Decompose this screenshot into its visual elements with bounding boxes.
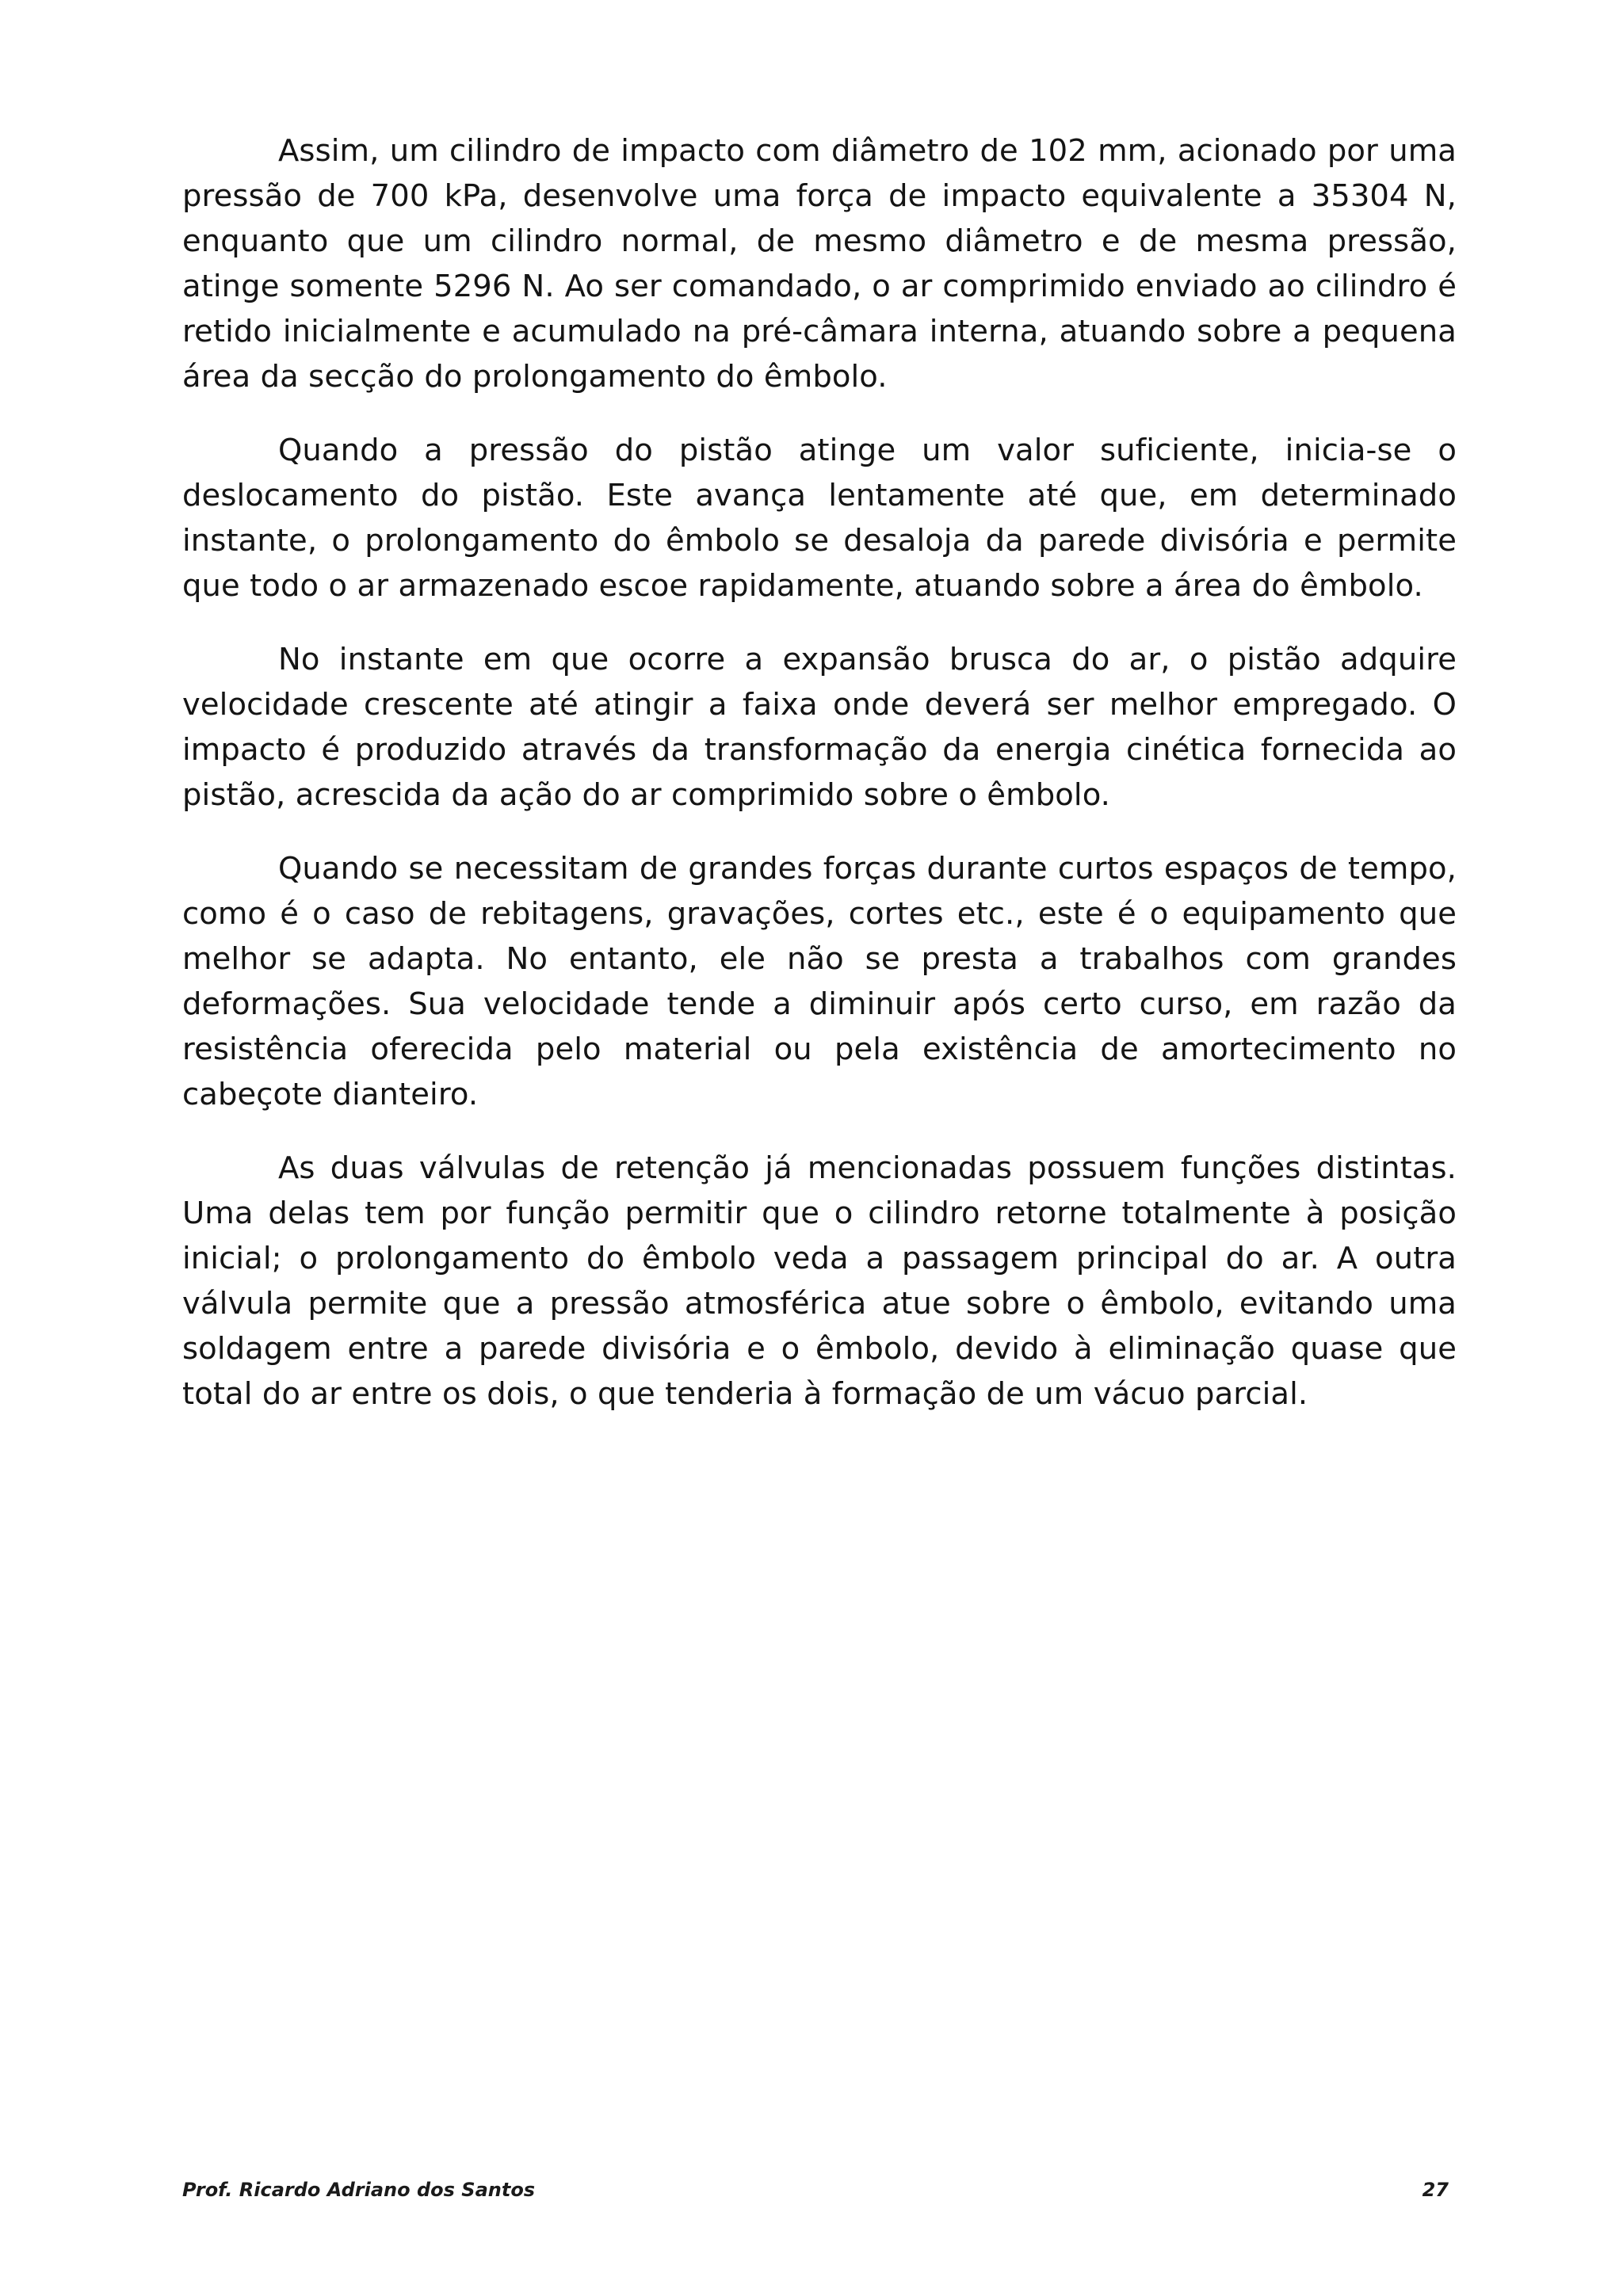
paragraph-4: Quando se necessitam de grandes forças durante curtos espaços de tempo, como é o caso de rebitagens, gravações, cortes etc., este é o equipamento que melhor se adapta. No entanto, ele não se presta a trabalhos com grandes deformações. Sua velocidade tende a diminuir após certo curso, em razão da resistência oferecida pelo material ou pela existência de amortecimento no cabeçote dianteiro.	[182, 851, 1457, 1112]
page-number: 27	[1422, 2179, 1449, 2201]
footer-author: Prof. Ricardo Adriano dos Santos	[182, 2179, 536, 2201]
paragraph-2: Quando a pressão do pistão atinge um valor suficiente, inicia-se o deslocamento do pistão. Este avança lentamente até que, em determinado instante, o prolongamento do êmbolo se desaloja da parede divisória e permite que todo o ar armazenado escoe rapidamente, atuando sobre a área do êmbolo.	[182, 433, 1457, 604]
paragraph-5: As duas válvulas de retenção já mencionadas possuem funções distintas. Uma delas tem por função permitir que o cilindro retorne totalmente à posição inicial; o prolongamento do êmbolo veda a passagem principal do ar. A outra válvula permite que a pressão atmosférica atue sobre o êmbolo, evitando uma soldagem entre a parede divisória e o êmbolo, devido à eliminação quase que total do ar entre os dois, o que tenderia à formação de um vácuo parcial.	[182, 1150, 1457, 1412]
body-text	[182, 128, 1457, 1445]
paragraph-3: No instante em que ocorre a expansão brusca do ar, o pistão adquire velocidade crescente até atingir a faixa onde deverá ser melhor empregado. O impacto é produzido através da transformação da energia cinética fornecida ao pistão, acrescida da ação do ar comprimido sobre o êmbolo.	[182, 642, 1457, 813]
paragraph-1: Assim, um cilindro de impacto com diâmetro de 102 mm, acionado por uma pressão de 700 kPa, desenvolve uma força de impacto equivalente a 35304 N, enquanto que um cilindro normal, de mesmo diâmetro e de mesma pressão, atinge somente 5296 N. Ao ser comandado, o ar comprimido enviado ao cilindro é retido inicialmente e acumulado na pré-câmara interna, atuando sobre a pequena área da secção do prolongamento do êmbolo.	[182, 133, 1457, 395]
page-footer	[182, 2176, 1457, 2207]
